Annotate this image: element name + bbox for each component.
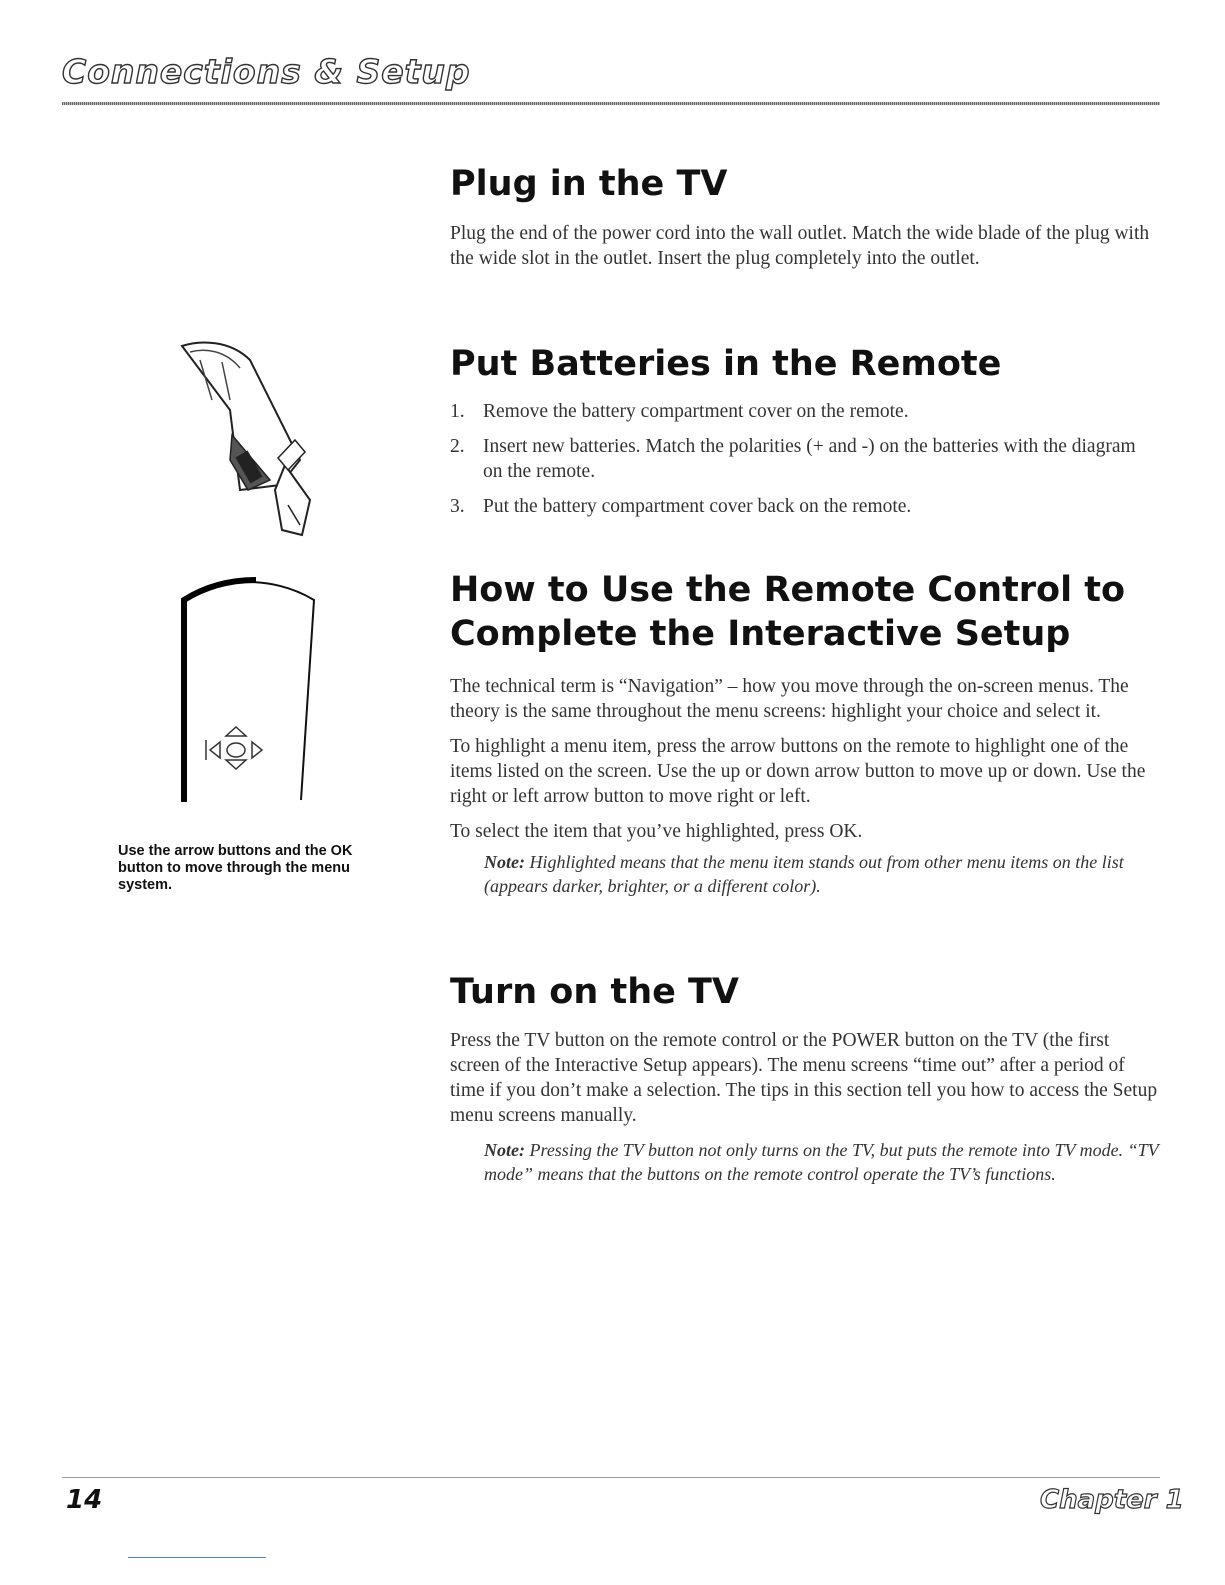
note-label: Note: (484, 1140, 525, 1160)
step-text: Insert new batteries. Match the polarities (+ and -) on the batteries with the diagram on the remote. (483, 436, 1136, 482)
turn-on-body: Press the TV button on the remote control or the POWER button on the TV (the first screen of the Interactive Setup appears). The menu screens “time out” after a period of time if you don’t make a selection. The tips in this section tell you how to access the Setup menu screens manually. (450, 1030, 1158, 1126)
list-item (450, 494, 1160, 519)
heading-batteries: Put Batteries in the Remote (450, 344, 1002, 384)
note-text: Highlighted means that the menu item stands out from other menu items on the list (appears darker, brighter, or a different color). (484, 852, 1124, 896)
step-number: 1. (450, 401, 465, 422)
battery-steps-list (450, 399, 1160, 519)
bottom-underline (128, 1557, 266, 1558)
navigation-select-instructions: To select the item that you’ve highlighted, press OK. (450, 821, 863, 842)
plug-in-body: Plug the end of the power cord into the wall outlet. Match the wide blade of the plug with the wide slot in the outlet. Insert the plug completely into the outlet. (450, 223, 1150, 269)
note-label: Note: (484, 852, 525, 872)
remote-battery-illustration (170, 340, 320, 540)
step-text: Put the battery compartment cover back on the remote. (483, 496, 912, 517)
heading-remote-navigation: How to Use the Remote Control to Complete the Interactive Setup (450, 570, 1126, 654)
remote-arrow-pad-illustration (176, 570, 326, 810)
step-number: 3. (450, 496, 465, 517)
list-item (450, 399, 1160, 424)
step-text: Remove the battery compartment cover on the remote. (483, 401, 909, 422)
list-item (450, 434, 1160, 484)
step-number: 2. (450, 436, 465, 457)
header-divider (62, 102, 1160, 105)
page-header-title: Connections & Setup (62, 52, 471, 91)
navigation-intro: The technical term is “Navigation” – how you move through the on-screen menus. The theory is the same throughout the menu screens: highlight your choice and select it. (450, 676, 1129, 722)
navigation-highlight-instructions: To highlight a menu item, press the arrow buttons on the remote to highlight one of the items listed on the screen. Use the up or down arrow button to move up or down. Use the right or left arrow button to move right or left. (450, 736, 1146, 807)
page-number: 14 (66, 1485, 103, 1515)
heading-plug-in: Plug in the TV (450, 164, 728, 204)
tv-mode-note (484, 1138, 1160, 1186)
highlight-note (484, 850, 1160, 898)
heading-turn-on: Turn on the TV (450, 972, 739, 1012)
footer-divider (62, 1477, 1160, 1478)
figure-caption: Use the arrow buttons and the OK button to move through the menu system. (118, 843, 353, 893)
chapter-label: Chapter 1 (1040, 1485, 1184, 1515)
note-text: Pressing the TV button not only turns on the TV, but puts the remote into TV mode. “TV mode” means that the buttons on the remote control operate the TV’s functions. (484, 1140, 1159, 1184)
